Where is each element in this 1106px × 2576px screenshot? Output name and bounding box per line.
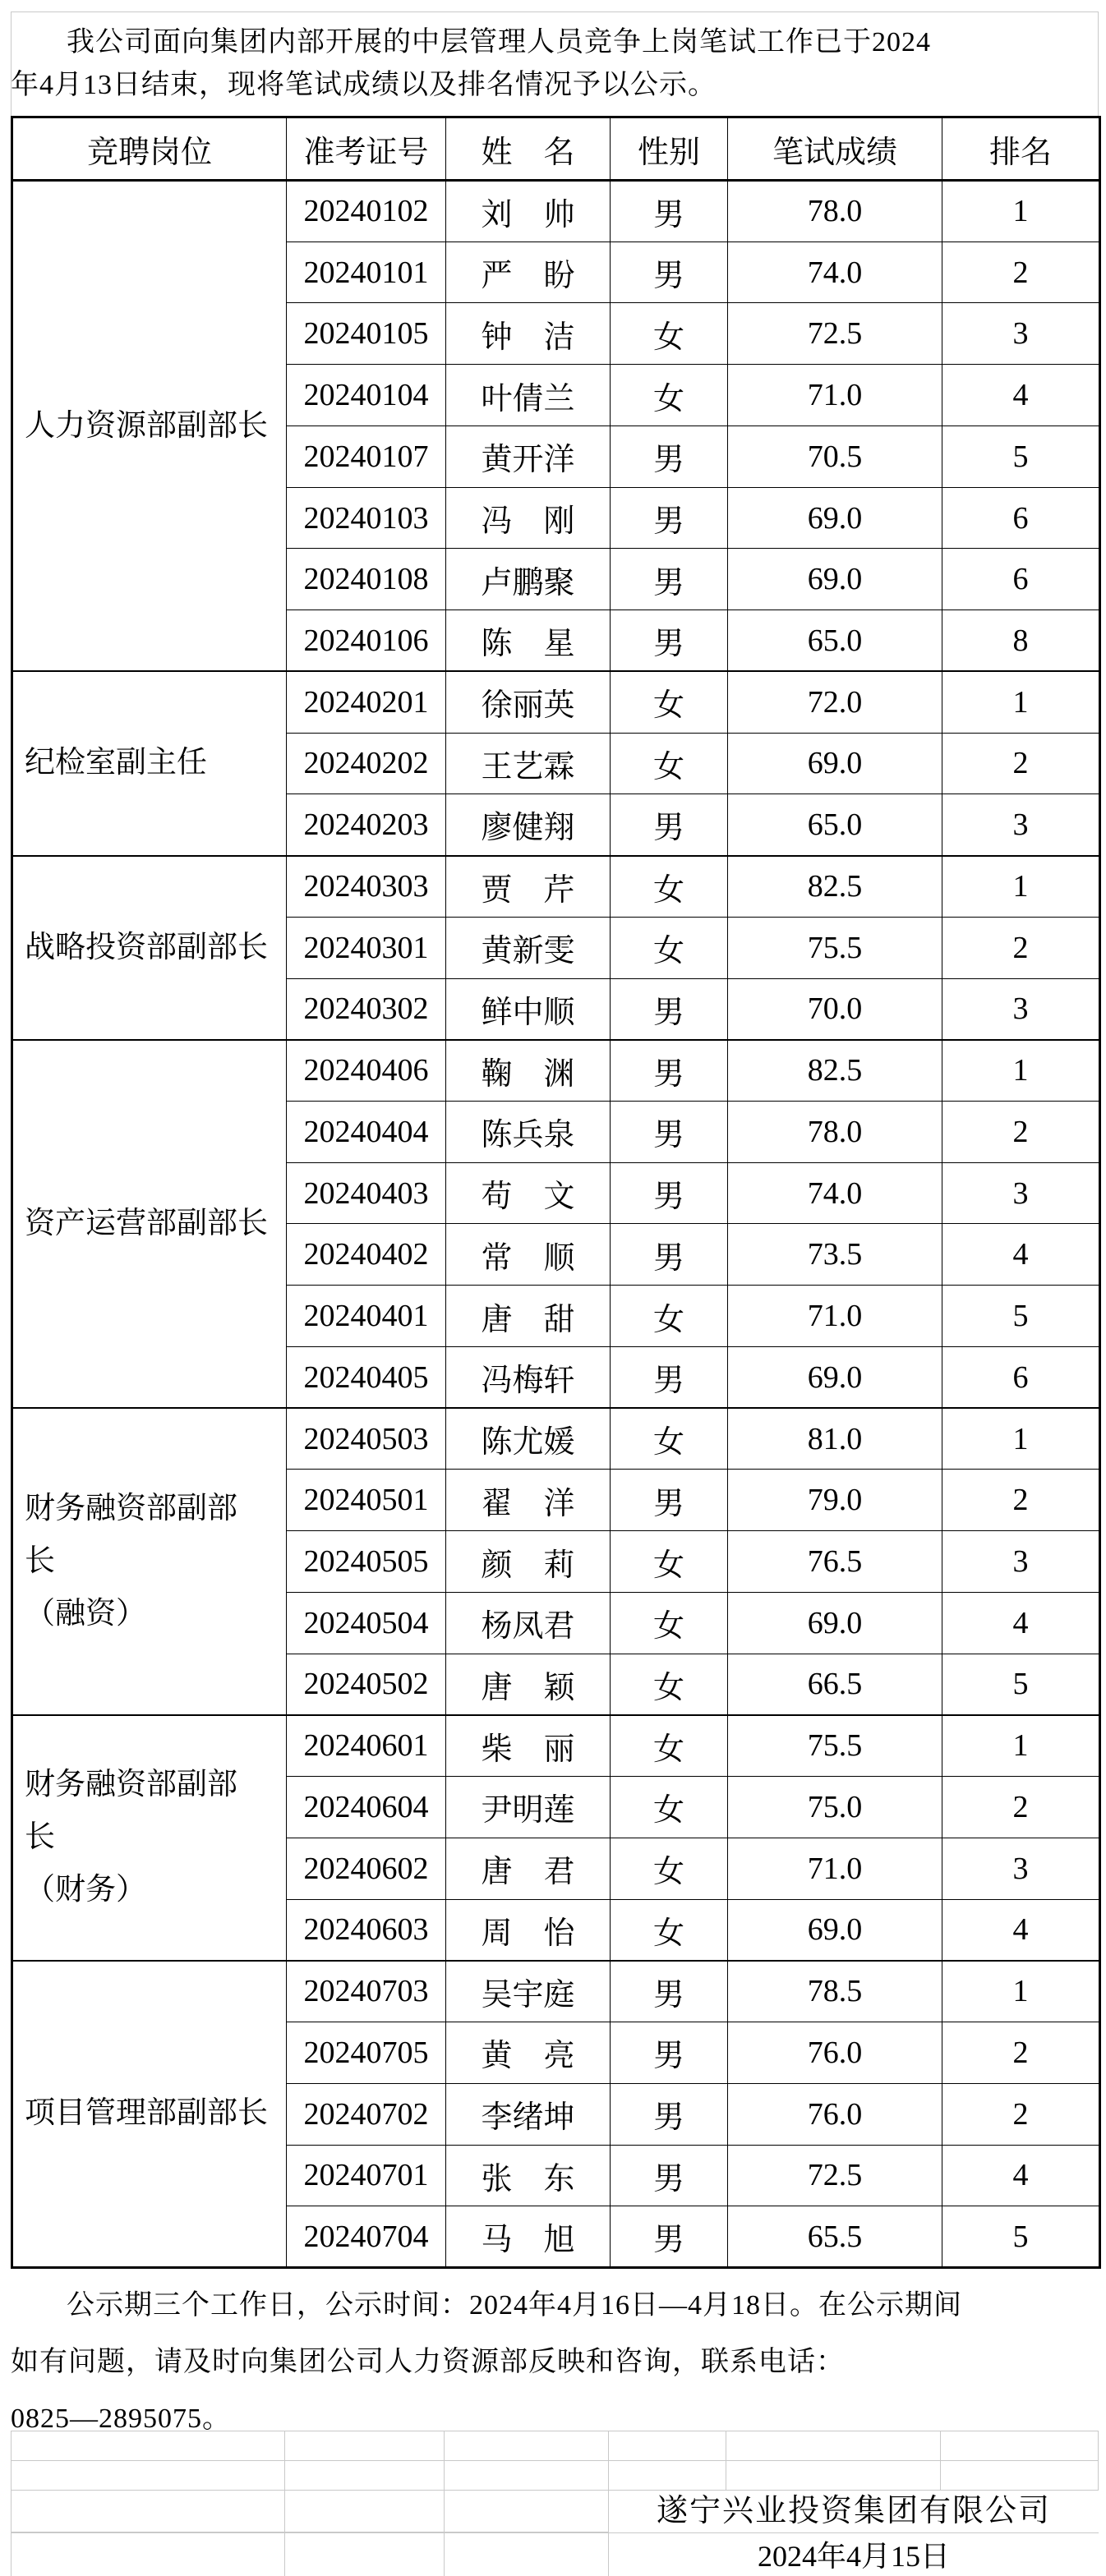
title-line-2: 年4月13日结束，现将笔试成绩以及排名情况予以公示。 [11,70,717,100]
score-cell: 76.5 [728,1531,942,1593]
gender-cell: 女 [611,1531,728,1593]
empty-cell [285,2533,445,2576]
signature-date: 2024年4月15日 [757,2540,950,2573]
score-cell: 81.0 [728,1408,942,1470]
empty-cell [726,2461,941,2490]
score-cell: 66.5 [728,1654,942,1715]
exam-id-cell: 20240403 [287,1162,446,1224]
exam-id-cell: 20240101 [287,242,446,303]
rank-cell: 3 [942,794,1100,856]
exam-id-cell: 20240106 [287,610,446,672]
score-cell: 76.0 [728,2083,942,2145]
position-line: （融资） [25,1597,146,1631]
gender-cell: 女 [611,1715,728,1777]
position-cell [12,671,287,855]
exam-id-cell: 20240603 [287,1899,446,1961]
score-cell: 65.5 [728,2206,942,2268]
gender-cell: 女 [611,856,728,918]
score-cell: 65.0 [728,610,942,672]
score-cell: 78.0 [728,181,942,242]
name-cell: 马 旭 [446,2206,611,2268]
rank-cell: 1 [942,1961,1100,2022]
exam-id-cell: 20240104 [287,365,446,426]
name-cell: 唐 颖 [446,1654,611,1715]
score-cell: 82.5 [728,1040,942,1102]
name-cell: 黄 亮 [446,2022,611,2084]
empty-cell [445,2431,609,2460]
empty-cell [941,2431,1099,2460]
exam-id-cell: 20240601 [287,1715,446,1777]
score-cell: 75.5 [728,917,942,978]
gender-cell: 男 [611,2206,728,2268]
rank-cell: 4 [942,1224,1100,1286]
exam-id-cell: 20240404 [287,1102,446,1163]
name-cell: 严 盼 [446,242,611,303]
position-line: 项目管理部副部长 [25,2096,268,2131]
gender-cell: 男 [611,1470,728,1531]
table-row [12,1040,1100,1102]
gender-cell: 男 [611,1224,728,1286]
rank-cell: 3 [942,1531,1100,1593]
empty-cell [285,2491,445,2532]
name-cell: 卢鹏聚 [446,549,611,610]
gender-cell: 男 [611,181,728,242]
empty-cell [726,2431,941,2460]
gender-cell: 男 [611,2083,728,2145]
gender-cell: 男 [611,426,728,487]
score-table [11,116,1101,2269]
gender-cell: 女 [611,1654,728,1715]
empty-cell [285,2461,445,2490]
position-line: 长 [25,1820,55,1855]
empty-cell [609,2461,726,2490]
rank-cell: 1 [942,1408,1100,1470]
exam-id-cell: 20240107 [287,426,446,487]
gender-cell: 男 [611,1162,728,1224]
rank-cell: 3 [942,1838,1100,1899]
gender-cell: 男 [611,2145,728,2206]
empty-cell [609,2431,726,2460]
name-cell: 刘 帅 [446,181,611,242]
exam-id-cell: 20240701 [287,2145,446,2206]
gender-cell: 女 [611,1592,728,1654]
rank-cell: 4 [942,365,1100,426]
gender-cell: 男 [611,1961,728,2022]
name-cell: 周 怡 [446,1899,611,1961]
empty-cell [11,2491,285,2532]
exam-id-cell: 20240604 [287,1777,446,1838]
rank-cell: 1 [942,1040,1100,1102]
name-cell: 鲜中顺 [446,978,611,1040]
score-cell: 78.5 [728,1961,942,2022]
score-cell: 82.5 [728,856,942,918]
exam-id-cell: 20240102 [287,181,446,242]
gender-cell: 女 [611,1286,728,1347]
table-row [12,181,1100,242]
score-cell: 69.0 [728,1592,942,1654]
position-line: 财务融资部副部 [25,1492,237,1526]
rank-cell: 5 [942,1654,1100,1715]
gender-cell: 男 [611,487,728,549]
score-cell: 74.0 [728,1162,942,1224]
score-cell: 78.0 [728,1102,942,1163]
position-line: 资产运营部副部长 [25,1206,268,1240]
score-cell: 74.0 [728,242,942,303]
gender-cell: 女 [611,671,728,733]
rank-cell: 3 [942,978,1100,1040]
exam-id-cell: 20240503 [287,1408,446,1470]
exam-id-cell: 20240302 [287,978,446,1040]
name-cell: 李绪坤 [446,2083,611,2145]
table-row [12,856,1100,918]
empty-cell [285,2431,445,2460]
position-line: 纪检室副主任 [25,746,207,780]
score-cell: 71.0 [728,1838,942,1899]
rank-cell: 5 [942,426,1100,487]
rank-cell: 4 [942,1592,1100,1654]
score-cell: 73.5 [728,1224,942,1286]
rank-cell: 4 [942,1899,1100,1961]
name-cell: 唐 君 [446,1838,611,1899]
header-cell-gender: 性别 [611,117,728,181]
exam-id-cell: 20240405 [287,1346,446,1408]
gender-cell: 男 [611,610,728,672]
rank-cell: 2 [942,1777,1100,1838]
name-cell: 冯 刚 [446,487,611,549]
header-cell-score: 笔试成绩 [728,117,942,181]
name-cell: 尹明莲 [446,1777,611,1838]
name-cell: 廖健翔 [446,794,611,856]
rank-cell: 2 [942,242,1100,303]
name-cell: 吴宇庭 [446,1961,611,2022]
exam-id-cell: 20240401 [287,1286,446,1347]
score-cell: 79.0 [728,1470,942,1531]
rank-cell: 5 [942,2206,1100,2268]
empty-cell [941,2461,1099,2490]
exam-id-cell: 20240504 [287,1592,446,1654]
gender-cell: 女 [611,1777,728,1838]
exam-id-cell: 20240202 [287,733,446,794]
rank-cell: 6 [942,549,1100,610]
publicity-note [11,2277,1099,2447]
signature-date-row [11,2532,1099,2576]
header-cell-position: 竞聘岗位 [12,117,287,181]
rank-cell: 2 [942,1102,1100,1163]
header-row [12,117,1100,181]
position-line: 人力资源部副部长 [25,408,268,443]
table-row [12,1408,1100,1470]
score-cell: 72.0 [728,671,942,733]
name-cell: 颜 莉 [446,1531,611,1593]
gender-cell: 女 [611,1408,728,1470]
exam-id-cell: 20240301 [287,917,446,978]
exam-id-cell: 20240201 [287,671,446,733]
position-line: （财务） [25,1873,146,1907]
exam-id-cell: 20240703 [287,1961,446,2022]
exam-id-cell: 20240502 [287,1654,446,1715]
empty-grid-row [11,2460,1099,2490]
name-cell: 黄新雯 [446,917,611,978]
position-line: 长 [25,1544,55,1579]
gender-cell: 女 [611,1899,728,1961]
score-cell: 76.0 [728,2022,942,2084]
position-cell [12,856,287,1040]
rank-cell: 1 [942,671,1100,733]
name-cell: 叶倩兰 [446,365,611,426]
header-cell-rank: 排名 [942,117,1100,181]
rank-cell: 2 [942,2083,1100,2145]
position-line: 财务融资部副部 [25,1768,237,1802]
position-cell [12,181,287,672]
gender-cell: 男 [611,549,728,610]
gender-cell: 女 [611,1838,728,1899]
exam-id-cell: 20240402 [287,1224,446,1286]
gender-cell: 女 [611,917,728,978]
score-cell: 71.0 [728,1286,942,1347]
name-cell: 柴 丽 [446,1715,611,1777]
gender-cell: 女 [611,733,728,794]
rank-cell: 4 [942,2145,1100,2206]
score-cell: 75.0 [728,1777,942,1838]
score-cell: 65.0 [728,794,942,856]
name-cell: 钟 洁 [446,303,611,365]
publicity-note-line-1: 公示期三个工作日，公示时间：2024年4月16日—4月18日。在公示期间 [67,2290,962,2321]
rank-cell: 1 [942,856,1100,918]
name-cell: 常 顺 [446,1224,611,1286]
name-cell: 张 东 [446,2145,611,2206]
gender-cell: 男 [611,794,728,856]
empty-cell [11,2533,285,2576]
position-cell [12,1408,287,1715]
rank-cell: 3 [942,303,1100,365]
name-cell: 陈兵泉 [446,1102,611,1163]
empty-cell [445,2491,609,2532]
title-line-1: 我公司面向集团内部开展的中层管理人员竞争上岗笔试工作已于2024 [67,27,931,58]
score-cell: 71.0 [728,365,942,426]
score-cell: 75.5 [728,1715,942,1777]
name-cell: 陈尤媛 [446,1408,611,1470]
exam-id-cell: 20240602 [287,1838,446,1899]
empty-grid-row [11,2431,1099,2460]
exam-id-cell: 20240704 [287,2206,446,2268]
exam-id-cell: 20240702 [287,2083,446,2145]
publicity-note-line-3: 0825—2895075。 [11,2404,231,2434]
header-cell-exam-id: 准考证号 [287,117,446,181]
table-row [12,671,1100,733]
header-cell-name: 姓 名 [446,117,611,181]
gender-cell: 男 [611,242,728,303]
empty-cell [445,2533,609,2576]
gender-cell: 男 [611,1346,728,1408]
score-cell: 69.0 [728,549,942,610]
score-cell: 69.0 [728,1346,942,1408]
bottom-grid [11,2431,1099,2576]
gender-cell: 男 [611,2022,728,2084]
name-cell: 陈 星 [446,610,611,672]
name-cell: 唐 甜 [446,1286,611,1347]
rank-cell: 5 [942,1286,1100,1347]
empty-cell [11,2431,285,2460]
exam-id-cell: 20240103 [287,487,446,549]
score-cell: 70.0 [728,978,942,1040]
name-cell: 冯梅轩 [446,1346,611,1408]
table-row [12,1715,1100,1777]
rank-cell: 1 [942,181,1100,242]
rank-cell: 3 [942,1162,1100,1224]
name-cell: 王艺霖 [446,733,611,794]
exam-id-cell: 20240303 [287,856,446,918]
company-signature: 遂宁兴业投资集团有限公司 [656,2494,1051,2528]
score-cell: 69.0 [728,487,942,549]
rank-cell: 1 [942,1715,1100,1777]
name-cell: 黄开洋 [446,426,611,487]
name-cell: 鞠 渊 [446,1040,611,1102]
gender-cell: 男 [611,1040,728,1102]
name-cell: 徐丽英 [446,671,611,733]
position-line: 战略投资部副部长 [25,930,268,964]
announcement-title [11,21,1099,107]
gender-cell: 女 [611,365,728,426]
exam-id-cell: 20240705 [287,2022,446,2084]
position-cell [12,1040,287,1408]
name-cell: 贾 芹 [446,856,611,918]
table-row [12,1961,1100,2022]
publicity-note-line-2: 如有问题，请及时向集团公司人力资源部反映和咨询，联系电话： [11,2347,845,2377]
rank-cell: 2 [942,917,1100,978]
exam-id-cell: 20240406 [287,1040,446,1102]
signature-company-row [11,2490,1099,2532]
name-cell: 苟 文 [446,1162,611,1224]
exam-id-cell: 20240105 [287,303,446,365]
rank-cell: 6 [942,1346,1100,1408]
score-cell: 70.5 [728,426,942,487]
gender-cell: 男 [611,1102,728,1163]
score-cell: 72.5 [728,2145,942,2206]
position-cell [12,1715,287,1961]
empty-cell [445,2461,609,2490]
score-cell: 72.5 [728,303,942,365]
rank-cell: 8 [942,610,1100,672]
exam-id-cell: 20240203 [287,794,446,856]
gender-cell: 男 [611,978,728,1040]
empty-cell [11,2461,285,2490]
score-cell: 69.0 [728,733,942,794]
rank-cell: 2 [942,2022,1100,2084]
rank-cell: 2 [942,1470,1100,1531]
score-cell: 69.0 [728,1899,942,1961]
name-cell: 杨凤君 [446,1592,611,1654]
exam-id-cell: 20240505 [287,1531,446,1593]
exam-id-cell: 20240501 [287,1470,446,1531]
exam-id-cell: 20240108 [287,549,446,610]
rank-cell: 2 [942,733,1100,794]
position-cell [12,1961,287,2268]
gender-cell: 女 [611,303,728,365]
name-cell: 翟 洋 [446,1470,611,1531]
rank-cell: 6 [942,487,1100,549]
